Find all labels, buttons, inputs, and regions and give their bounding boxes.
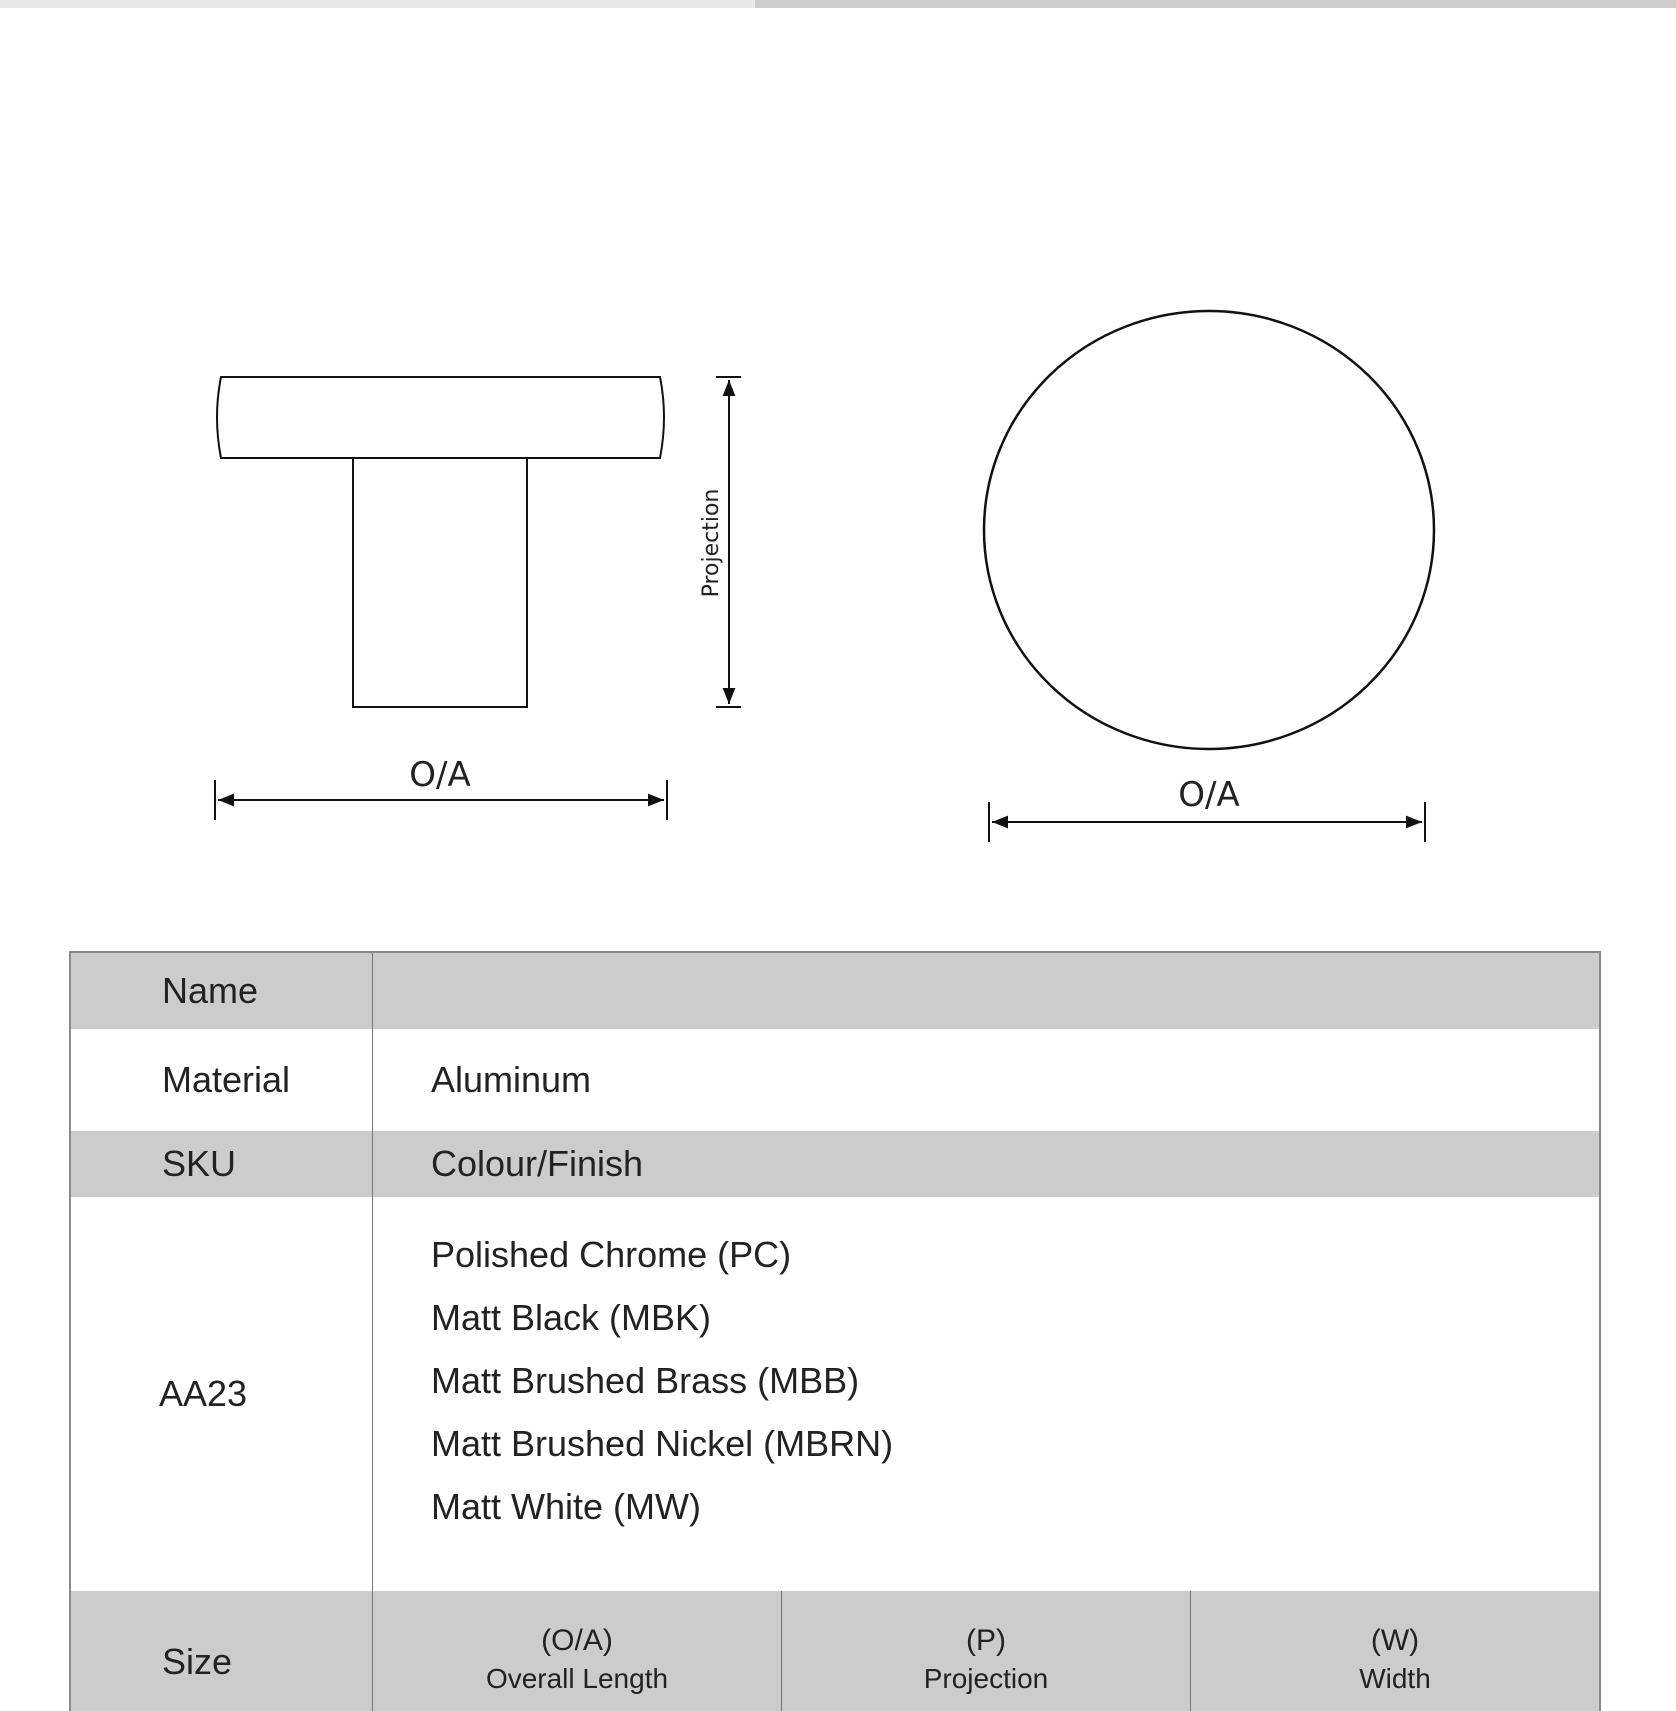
spec-table	[69, 951, 1601, 1711]
sku-code: AA23	[71, 1197, 373, 1591]
table-row-sku-header	[71, 1131, 1599, 1197]
table-row-name	[71, 953, 1599, 1029]
side-oa-label: O/A	[409, 755, 471, 795]
size-columns	[373, 1591, 1599, 1711]
size-col-full: Overall Length	[485, 1663, 669, 1694]
side-view-knob	[217, 377, 664, 707]
finish-list	[373, 1197, 1599, 1591]
name-label: Name	[71, 953, 373, 1029]
size-col-projection	[782, 1591, 1191, 1711]
size-col-abbr: (W)	[1370, 1624, 1420, 1657]
table-row-sku	[71, 1197, 1599, 1591]
size-col-full: Width	[1359, 1663, 1431, 1694]
size-label: Size	[71, 1591, 373, 1711]
finish-item: Matt White (MW)	[431, 1486, 701, 1527]
name-value	[373, 953, 1599, 1029]
colour-finish-label: Colour/Finish	[431, 1143, 644, 1184]
finish-item: Matt Brushed Brass (MBB)	[431, 1360, 860, 1401]
size-col-abbr: (P)	[966, 1624, 1006, 1657]
projection-label: Projection	[699, 488, 724, 598]
table-row-material	[71, 1029, 1599, 1131]
finish-item: Matt Black (MBK)	[431, 1297, 712, 1338]
finish-item: Matt Brushed Nickel (MBRN)	[431, 1423, 894, 1464]
material-value: Aluminum	[431, 1059, 592, 1100]
size-col-overall-length	[373, 1591, 782, 1711]
table-row-size	[71, 1591, 1599, 1711]
finish-item: Polished Chrome (PC)	[431, 1234, 792, 1275]
front-oa-label: O/A	[1178, 775, 1240, 815]
sku-label: SKU	[71, 1131, 373, 1197]
size-col-abbr: (O/A)	[541, 1624, 613, 1657]
size-col-full: Projection	[923, 1663, 1049, 1694]
material-label: Material	[71, 1029, 373, 1131]
front-view-knob	[984, 311, 1434, 749]
size-col-width	[1191, 1591, 1599, 1711]
